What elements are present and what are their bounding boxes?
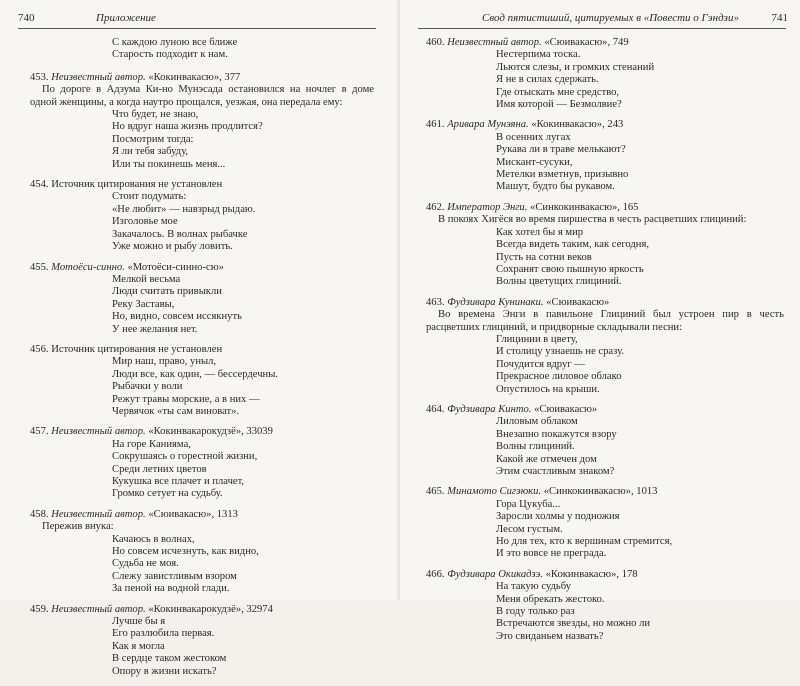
verse-line: «Не любит» — навзрыд рыдаю. [112,203,256,215]
entry-author: Мотоёси-синно. [51,261,125,273]
right-header-rule [418,28,786,29]
verse-line: Внезапно покажутся взору [496,428,617,440]
verse-line: Заросли холмы у подножия [496,511,620,523]
verse-line: Льются слезы, и громких стенаний [496,61,655,73]
verse-line: Кукушка все плачет и плачет, [112,476,245,487]
verse-line: Лучше бы я [112,616,166,628]
verse-line: Гора Цукуба... [496,498,561,510]
verse-line: Всегда видеть таким, как сегодня, [496,239,649,251]
verse-line: Закачалось. В волнах рыбачке [112,228,248,240]
entry-heading [426,202,784,214]
verse-line: На горе Каниямa, [112,438,191,450]
verse-line: Опору в жизни искать? [112,665,217,677]
entry-number: 457. [30,426,49,438]
entry-source: «Сюивакасю», 1313 [148,508,238,520]
entry-source: «Мотоёси-синно-сю» [127,261,224,273]
verse-line: Но вдруг наша жизнь продлится? [112,121,263,133]
entry-heading [30,344,374,356]
left-content [30,37,374,686]
entry-note: В покоях Хигёся во время пиршества в честь расцветших глициний: [438,214,747,226]
entry-source: «Кокинвакасю», 377 [148,71,241,83]
poem-entry [30,72,374,171]
verse-line: Мелкой весьма [112,273,181,285]
entry-heading [30,426,374,438]
right-page-number: 741 [771,12,788,24]
verse-line: Лесом густым. [496,523,563,535]
verse-line: Реку Заставы, [112,298,175,310]
entry-author: Неизвестный автор. [51,71,146,83]
poem-verse [426,581,784,643]
poem-verse [426,334,784,396]
poem-verse [30,109,374,171]
entry-number: 466. [426,568,445,580]
verse-line: Как я могла [112,640,165,652]
verse-line: В году только раз [496,606,575,618]
entry-source: «Синкокинвакасю», 165 [530,201,639,213]
entry-number: 460. [426,37,445,48]
poem-entry [426,569,784,643]
poem-entry [426,404,784,478]
poem-verse [30,274,374,336]
entry-number: 459. [30,603,49,615]
entry-source: «Кокинвакарокудзё», 32974 [148,603,273,615]
poem-verse [426,499,784,561]
entry-author: Император Энги. [447,201,528,213]
verse-line: Машут, будто бы рукавом. [496,181,615,193]
verse-line: Изголовье мое [112,216,178,228]
verse-line: Это свиданьем назвать? [496,630,604,642]
entry-author: Фудзивара Кунинаки. [447,296,544,308]
verse-line: И столицу узнаешь не сразу. [496,346,624,358]
left-running-title: Приложение [96,12,156,24]
poem-verse [426,49,784,111]
entry-number: 463. [426,296,445,308]
entry-heading [30,72,374,84]
verse-line: Меня обрекать жестоко. [496,593,605,605]
right-running-head [418,10,788,26]
entry-number: 453. [30,71,49,83]
entry-author: Фудзивара Окикадзэ. [447,568,543,580]
entry-heading [426,37,784,49]
entry-heading [30,509,374,521]
verse-line: Мир наш, право, уныл, [112,356,217,368]
verse-line: Режут травы морские, а в них — [112,393,260,405]
right-running-title: Свод пятистиший, цитируемых в «Повести о Гэндзи» [482,12,739,24]
left-running-head [18,10,378,26]
verse-line: На такую судьбу [496,581,572,593]
poem-entry [30,344,374,418]
verse-line: Но, видно, совсем иссякнуть [112,311,242,323]
poem-entry [426,486,784,560]
entry-number: 454. [30,179,49,191]
entry-source: «Кокинвакасю», 243 [531,119,624,131]
verse-line: Волны цветущих глициний. [496,276,622,288]
poem-entry [30,262,374,336]
poem-verse [30,534,374,596]
entry-source: Источник цитирования не установлен [51,343,223,355]
verse-line: Червячок «ты сам виноват». [112,405,240,417]
verse-line: Прекрасное лиловое облако [496,371,622,383]
entry-source: Источник цитирования не установлен [51,179,223,191]
verse-line: Пусть на сотни веков [496,251,592,263]
verse-line: Мискант-сусуки, [496,156,573,168]
poem-entry [30,179,374,253]
verse-line: И это вовсе не преграда. [496,548,607,560]
entry-note: Во времена Энги в павильоне Глициний был устроен пир в честь расцветших глициний, и придворные складывали песни: [426,309,784,333]
poem-verse [30,356,374,418]
entry-heading [426,569,784,581]
verse-line: Его разлюбила первая. [112,628,215,640]
verse-line: Посмотрим тогда: [112,133,194,145]
verse-line: Среди летних цветов [112,463,207,475]
verse-line: Слежу завистливым взором [112,570,237,582]
entry-number: 464. [426,403,445,415]
poem-verse [426,416,784,478]
poem-verse [426,227,784,289]
verse-line: В сердце таком жестоком [112,653,227,665]
verse-line: Волны глициний. [496,441,575,453]
verse-line: За пеной на водной глади. [112,583,230,595]
entry-number: 462. [426,201,445,213]
entry-number: 465. [426,486,445,498]
verse-line: Люди все, как один, — бессердечны. [112,368,278,380]
verse-line: Этим счастливым знаком? [496,466,615,477]
verse-line: Старость подходит к нам. [112,49,228,61]
poem-verse [426,132,784,194]
verse-line: Сокрушаясь о горестной жизни, [112,451,258,463]
verse-line: Судьба не моя. [112,558,179,570]
right-content [426,37,784,651]
entry-heading [426,119,784,131]
entry-note: По дороге в Адзума Ки-но Мунэсада остановился на ночлег в доме одной женщины, а когда наутро прощался, уезжая, она передала ему: [30,84,374,108]
entry-source: «Кокинвакарокудзё», 33039 [148,426,273,438]
entry-number: 461. [426,119,445,131]
poem-entry [30,426,374,500]
entry-source: «Сюивакасю» [546,296,610,308]
entry-heading [426,486,784,498]
verse-line: Сохранят свою пышную яркость [496,263,644,275]
poem-verse [30,191,374,253]
left-page-number: 740 [18,12,35,24]
verse-line: Метелки взметнув, призывно [496,169,629,181]
verse-line: Опустилось на крыши. [496,383,600,395]
verse-line: Лиловым облаком [496,416,578,428]
poem-entry [30,509,374,596]
poem-entry [426,202,784,289]
verse-line: Я ли тебя забуду, [112,146,189,158]
continuation-verse [30,37,374,62]
entry-number: 455. [30,261,49,273]
entry-note: Пережив внука: [42,521,114,533]
verse-line: Качаюсь в волнах, [112,533,195,545]
verse-line: Глицинии в цвету, [496,333,578,345]
verse-line: Какой же отмечен дом [496,453,597,465]
verse-line: Рукава ли в траве мелькают? [496,144,626,156]
entry-heading [426,404,784,416]
entry-number: 458. [30,508,49,520]
entry-author: Фудзивара Кинто. [447,403,532,415]
entry-number: 456. [30,343,49,355]
verse-line: Встречаются звезды, но можно ли [496,618,651,630]
left-header-rule [18,28,376,29]
entry-author: Неизвестный автор. [51,508,146,520]
entry-source: «Кокинвакасю», 178 [545,568,638,580]
entry-author: Минамото Сигэюки. [447,486,542,498]
verse-line: Люди считать привыкли [112,286,222,298]
verse-line: Что будет, не знаю, [112,109,199,121]
entry-source: «Сюивакасю» [534,403,598,415]
left-page [0,0,400,677]
poem-verse [30,616,374,678]
entry-author: Неизвестный автор. [51,426,146,438]
verse-line: В осенних лугах [496,131,571,143]
verse-line: С каждою луною все ближе [112,37,238,48]
verse-line: Как хотел бы я мир [496,226,584,238]
poem-entry [426,37,784,111]
entry-author: Неизвестный автор. [447,37,542,48]
verse-line: У нее желания нет. [112,323,198,335]
entry-author: Неизвестный автор. [51,603,146,615]
verse-line: Уже можно и рыбу ловить. [112,241,233,253]
verse-line: Но совсем исчезнуть, как видно, [112,546,259,558]
verse-line: Нестерпима тоска. [496,49,581,61]
entry-author: Аривара Мунэяна. [447,119,529,131]
verse-line: Я не в силах сдержать. [496,74,599,86]
entry-heading [30,262,374,274]
verse-line: Почудится вдруг — [496,358,585,370]
poem-entry [426,297,784,396]
verse-line: Рыбачки у воли [112,381,183,393]
entry-heading [30,604,374,616]
poem-entry [426,119,784,193]
verse-line: Громко сетует на судьбу. [112,488,223,500]
entry-heading [30,179,374,191]
poem-verse [30,439,374,501]
entry-heading [426,297,784,309]
poem-entry [30,604,374,678]
verse-line: Но для тех, кто к вершинам стремится, [496,536,673,548]
verse-line: Где отыскать мне средство, [496,86,620,98]
entry-source: «Синкокинвакасю», 1013 [543,486,658,498]
right-page [400,0,800,642]
entry-source: «Сюивакасю», 749 [544,37,629,48]
verse-line: Имя которой — Безмолвие? [496,99,622,111]
verse-line: Или ты покинешь меня... [112,158,226,170]
verse-line: Стоит подумать: [112,191,187,203]
